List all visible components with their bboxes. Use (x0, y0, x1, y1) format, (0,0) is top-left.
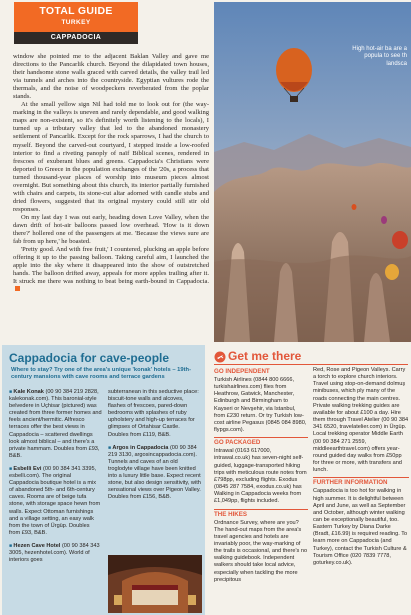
cave-hotels-box (2, 345, 205, 615)
title-rule (214, 364, 408, 365)
bullet-icon: ■ (108, 444, 113, 451)
article-paragraph: At the small yellow sign Nil had told me to look out for (the way-marking in the valleys is uneven and rarely dependable, and good walking maps are non-existent, so it's definitely worth listening to the locals), I turned up a tributary valley that led to the abandoned monastery settlement of Pancarlik. Except for the rock sparrows, I had the church to myself. Beyond the carved-out courtyard, I stepped inside a low-roofed interior to find a riveting panoply of naïf Biblical scenes, rendered in frescoes of exuberant blues and greens. Cappadocia's Christians were deported to Greece in the population exchanges of the '20s, a process that turned thousand-year places of worship into museum pieces almost overnight. But something about this church, its interior partially furnished with chairs and carpets, its stone-cut altar adorned with candle stubs and dried flowers, suggested that its original mystery could still stir old responses. (13, 101, 209, 213)
get-me-there-panel (208, 345, 411, 615)
section-text-continued: Red, Rose and Pigeon Valleys. Carry a torch to explore church interiors. Travel using stop-on-demand dolmuş minibuses, which ply many of the roads connecting the main centres. Private walking trekking guides are available for about £100 a day. Hire them through Travel Atelier (00 90 384 341 6520, travelatelier.com) in Ürgüp. Local trekking operator Middle Earth (00 90 384 271 2559, middleearthtravel.com) offers year-round guided day walks from £50pp for three or more, with transfers and lunch. (313, 367, 409, 474)
article-paragraph: On my last day I was out early, heading down Love Valley, when the dawn drift of hot-air balloons passed low overhead. 'How is it down there?' hollered one of the passengers at me. 'Because the views sure are fab from up here,' he boasted. (13, 213, 209, 246)
hotel-entry (9, 389, 102, 460)
hotel-entry (108, 445, 201, 502)
photo-caption: High hot-air ba are a popula to see th landsca (352, 46, 407, 67)
bullet-icon: ■ (9, 542, 14, 549)
section-text: Intrawal (0163 617000, intrawal.co.uk) has seven-night self-guided, luggage-transported hiking trips with meticulous route notes from £798pp, excluding flights. Exodus (0845 287 7584, exodus.co.uk) has Walking in Cappadocia weeks from £1,049pp, flights included. (214, 448, 307, 505)
hotel-entry (9, 543, 102, 564)
hotels-column-left (9, 389, 102, 570)
bullet-icon: ■ (9, 465, 14, 472)
hotel-name: Esbelli Evi (13, 465, 42, 472)
hotel-text: (00 90 384 343 3005, hezenhotel.com). World of interiors goes (9, 542, 100, 564)
section-heading: GO INDEPENDENT (214, 368, 270, 375)
hotel-name: Argos in Cappadocia (112, 444, 169, 451)
article-paragraph (13, 246, 209, 294)
travel-column-right (313, 367, 409, 567)
hotels-column-right (108, 389, 201, 507)
plane-icon (214, 351, 226, 363)
box-title: Cappadocia for cave-people (9, 351, 170, 365)
article-paragraph-text: 'Pretty good. And with free fruit,' I countered, plucking an apple before offering it up to the passing balloon. Taking careful aim, I launched the apple into the sky where it disappeared into the show of outstretched hands. The balloon drifted away, appeals for more apples trailing after it. It struck me there was nothing to beat being earth-bound in Cappadocia. (13, 246, 209, 286)
travel-column-left (214, 367, 308, 584)
hotel-entry (9, 466, 102, 537)
badge-title: TOTAL GUIDE (39, 5, 113, 17)
section-heading: THE HIKES (214, 509, 308, 519)
bullet-icon: ■ (9, 389, 14, 395)
hotel-room-photo (108, 555, 202, 613)
section-heading: GO PACKAGED (214, 437, 308, 447)
hotel-entry-continued: subterranean in this seductive place: biscuit-tone walls and alcoves, flashes of frescoes, pared-down bedrooms with splashes of ruby upholstery and high-up terraces for glimpses of Ortahisar Castle. Doubles from £119, B&B. (108, 389, 199, 438)
hotel-text: (00 90 384 219 3130, argosincappadocia.com). Tunnels and caves of an old troglodyte village have been knitted into a luxury little base. Expect recent stone, but also design sensitivity, with sensational views over Pigeon Valley. Doubles from £156, B&B. (108, 444, 201, 501)
box-intro: Where to stay? Try one of the area's unique 'konak' hotels – 19th-century mansions with cave rooms and terrace gardens (11, 367, 192, 381)
section-heading: FURTHER INFORMATION (313, 477, 409, 487)
hotel-name: Kale Konak (13, 389, 44, 395)
cave-room-image (108, 555, 202, 613)
section-text: Ordnance Survey, where are you? The hand-out maps from the area's travel agencies and hotels are invariably poor, the way-marking of the trails is occasional, and there's no walking guidebook. Independent walkers should take local advice, especially when tackling the more precipitous (214, 519, 308, 583)
hotel-name: Hezen Cave Hotel (13, 542, 61, 549)
section-text: Cappadocia is too hot for walking in high summer. It is delightful between April and June, as well as September and October, although winter walking can be exceptionally beautiful, too. Eastern Turkey by Diana Darke (Bradt, £16.99) is required reading. To learn more on Cappadocia (and Turkey), contact the Turkish Culture & Tourism Office (020 7839 7778, goturkey.co.uk). (313, 488, 408, 566)
get-me-there-title: Get me there (228, 349, 302, 363)
article-paragraph: window she pointed me to the adjacent Baklan Valley and gave me directions to the Pancarlik church. Beyond the dilapidated town houses, their handsome stone walls graced with carved details, the valley trail led via tunnels and arches into the countryside. Egyptian vultures rode the thermals, and the noise of woodpeckers reverberated from the poplar stands. (13, 53, 209, 101)
region-label: CAPPADOCIA (14, 32, 138, 44)
hotel-text: (00 90 384 219 2828, kalekonak.com). This baronial-style belvedere in Uçhisar (pictured) was created from three former homes and feels ancient/hermitic. Alfresco terraces offer the best views in Cappadocia – scattered dwellings look almost biblical – and there's a private hammam. Doubles from £93, B&B. (9, 389, 102, 459)
balloon-photo (214, 2, 411, 342)
hotel-text: (00 90 384 341 3395, esbelli.com). The original Cappadocia boutique hotel is a mix of abandoned 5th- and 6th-century caves. Rooms are of beige tufa stone, with storage space hewn from walls. Expect Ottoman furnishings and a village setting, an easy walk from the town of Ürgüp. Doubles from £93, B&B. (9, 465, 101, 536)
section-text: Turkish Airlines (0844 800 6666, turkishairlines.com) flies from Heathrow, Gatwick, Manchester, Edinburgh and Birmingham to Kayseri or Nevşehir, via Istanbul, from £230 return. Or try Turkish low-cost airline Pegasus (0845 084 8980, flypgs.com). (214, 377, 307, 434)
article-body (13, 53, 209, 294)
end-mark-icon (15, 286, 20, 291)
section-badge (14, 2, 138, 32)
badge-subtitle: TURKEY (61, 19, 91, 26)
